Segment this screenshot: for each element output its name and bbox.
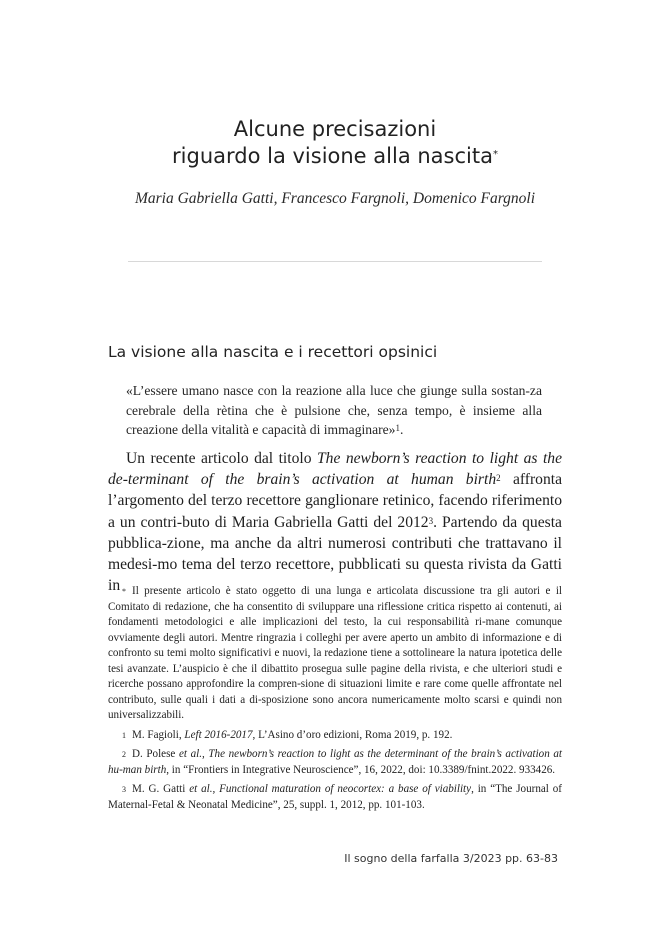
footnote-2-title: et al., The newborn’s reaction to light as the determinant of the brain’s activation at hu-man birth <box>108 748 563 776</box>
quote-footnote-ref: 1 <box>395 423 400 433</box>
footnote-2-marker: 2 <box>122 750 126 759</box>
footnote-3 <box>108 782 562 813</box>
quote-text: «L’essere umano nasce con la reazione alla luce che giunge sulla sostan-za cerebrale della rètina che è pulsione che, senza tempo, è insieme alla creazione della vitalità e capacità di immaginare» <box>126 383 542 437</box>
footnotes <box>108 584 562 817</box>
footnote-2-author: D. Polese <box>132 748 179 760</box>
footnote-1-rest: , L’Asino d’oro edizioni, Roma 2019, p. 192. <box>252 728 453 741</box>
epigraph-quote <box>126 381 542 440</box>
footnote-1-author: M. Fagioli, <box>132 728 185 741</box>
body-text-2: affronta l’argomento del terzo recettore ganglionare retinico, facendo riferimento a un contri-buto di Maria Gabriella Gatti del 2012 <box>108 471 563 531</box>
footnote-1-marker: 1 <box>122 730 126 740</box>
footnote-star-text: Il presente articolo è stato oggetto di una lunga e articolata discussione tra gli autori e il Comitato di redazione, che ha consentito di sviluppare una riflessione critica rispetto ai contenuti, ai fondamenti metodologici e alle implicazioni del testo, la cui responsabilità ri-mane comunque ovviamente degli autori. Mentre ringrazia i colleghi per avere aperto un ambito di informazione e di confronto su temi molto significativi e nuovi, la redazione tiene a sottolineare la natura ipotetica delle tesi avanzate. L’auspicio è che il dibattito prosegua sulle pagine della rivista, e che ulteriori studi e ricerche possano approfondire la compren-sione di situazioni limite e rare come quelle affrontate nel contributo, sulle quali i dati a di-sposizione sono ancora numericamente molto scarsi e quindi non universalizzabili. <box>108 585 562 721</box>
title-footnote-mark: * <box>492 149 498 160</box>
footnote-star-marker: * <box>122 587 126 596</box>
footnote-3-rest: , in “The Journal of Maternal-Fetal & Neonatal Medicine”, 25, suppl. 1, 2012, pp. 101-103. <box>108 783 562 811</box>
footnote-1 <box>108 728 562 744</box>
body-paragraph <box>108 448 562 596</box>
footnote-1-title: Left 2016-2017 <box>184 728 253 741</box>
footnote-2-rest: , in “Frontiers in Integrative Neuroscience”, 16, 2022, doi: 10.3389/fnint.2022. 933426. <box>166 763 556 776</box>
footnote-3-author: M. G. Gatti <box>132 783 190 795</box>
footnote-ref-3: 3 <box>428 515 434 526</box>
title-line-1: Alcune precisazioni <box>233 117 437 141</box>
footnote-ref-2: 2 <box>496 473 501 484</box>
body-text-3: . Partendo da questa pubblica-zione, ma anche da altri numerosi contributi che trattavano il medesi-mo tema del terzo recettore, pubblicati su questa rivista da Gatti in <box>108 513 562 595</box>
section-heading: La visione alla nascita e i recettori opsinici <box>108 343 438 361</box>
footnote-2 <box>108 747 562 778</box>
quote-end: . <box>399 422 404 437</box>
title-line-2-text: riguardo la visione alla nascita <box>172 144 493 168</box>
title-divider <box>128 261 542 262</box>
title-line-2 <box>100 143 570 170</box>
body-text-1: Un recente articolo dal titolo <box>126 450 317 467</box>
running-footer: Il sogno della farfalla 3/2023 pp. 63-83 <box>344 852 558 865</box>
footnote-3-marker: 3 <box>122 785 126 794</box>
cited-article-title: The newborn’s reaction to light as the de-terminant of the brain’s activation at human birth <box>108 450 562 489</box>
footnote-star <box>108 584 562 724</box>
authors: Maria Gabriella Gatti, Francesco Fargnoli, Domenico Fargnoli <box>134 190 536 207</box>
article-title <box>100 116 570 170</box>
footnote-3-title: et al., Functional maturation of neocortex: a base of viability <box>189 783 472 795</box>
